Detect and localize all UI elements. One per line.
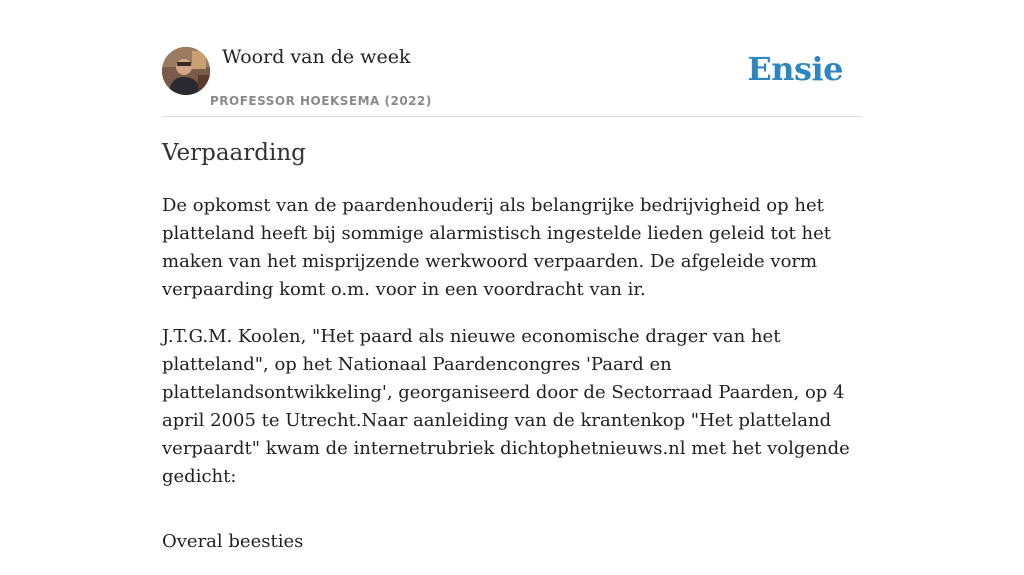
column-title[interactable]: Woord van de week (222, 46, 411, 68)
verse-line: Overal beesties (162, 531, 304, 552)
paragraph-1: De opkomst van de paardenhouderij als belangrijke bedrijvigheid op het platteland heeft bij sommige alarmistisch ingestelde lieden geleid tot het maken van het misprijzende werkwoord verpaarden. De afgeleide vorm verpaarding komt o.m. voor in een voordracht van ir. (162, 195, 831, 300)
article-body (162, 192, 867, 575)
paragraph-2: J.T.G.M. Koolen, "Het paard als nieuwe economische drager van het platteland", op het Nationaal Paardencongres 'Paard en plattelandsontwikkeling', georganiseerd door de Sectorraad Paarden, op 4 april 2005 te Utrecht.Naar aanleiding van de krantenkop "Het platteland verpaardt" kwam de internetrubriek dichtophetnieuws.nl met het volgende gedicht: (162, 326, 850, 487)
brand-logo[interactable]: Ensie (747, 50, 843, 88)
author-avatar[interactable] (162, 47, 210, 95)
avatar-photo-icon (162, 47, 210, 95)
article-title: Verpaarding (162, 140, 306, 166)
article-page (162, 0, 862, 552)
article-header (162, 0, 862, 117)
author-name[interactable]: PROFESSOR HOEKSEMA (2022) (210, 94, 432, 108)
